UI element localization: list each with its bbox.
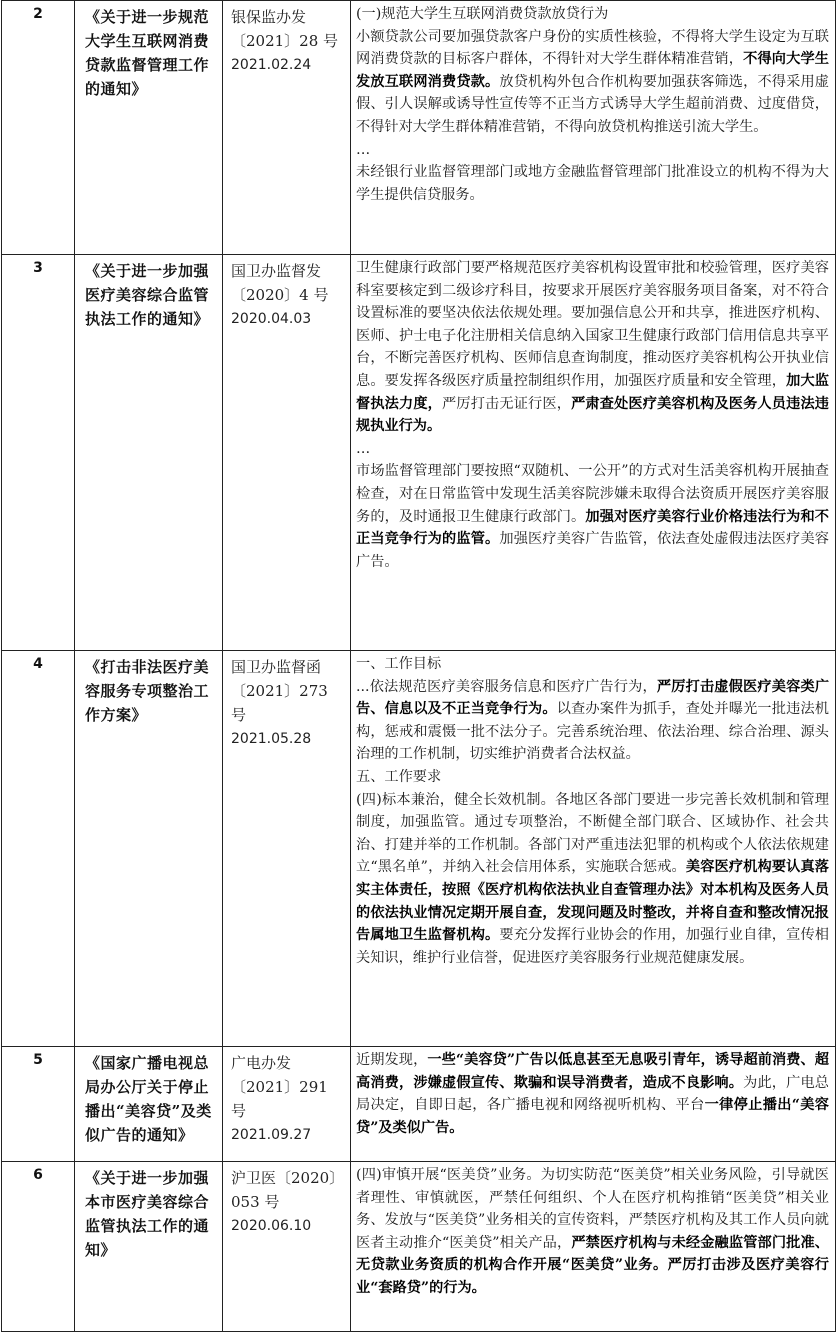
body-text: (四)审慎开展“医美贷”业务。为切实防范“医美贷”相关业务风险，引导就医者理性、审慎就医，严禁任何组织、个人在医疗机构推销“医美贷”相关业务、发放与“医美贷”业务相关的宣传资料，严禁医疗机构及其工作人员向就医者主动推介“医美贷”相关产品， (356, 1167, 829, 1251)
body-text: 未经银行业监督管理部门或地方金融监督管理部门批准设立的机构不得为大学生提供信贷服务。 (356, 164, 829, 203)
issue-date: 2020.06.10 (231, 1218, 312, 1234)
document-title: 《关于进一步加强本市医疗美容综合监管执法工作的通知》 (75, 1162, 223, 1332)
body-text: 加强医疗美容广告监管，依法查处虚假违法医疗美容广告。 (356, 531, 829, 570)
row-number: 5 (2, 1047, 75, 1162)
content-paragraph (356, 257, 829, 438)
emphasized-text: 严厉打击虚假医疗美容类广告、信息以及不正当竞争行为。 (356, 678, 830, 718)
content-paragraph (356, 139, 829, 162)
body-text: 市场监督管理部门要按照“双随机、一公开”的方式对生活美容机构开展抽查检查，对在日常监管中发现生活美容院涉嫌未取得合法资质开展医疗美容服务的，及时通报卫生健康行政部门。 (356, 463, 829, 525)
issue-date: 2021.02.24 (231, 57, 312, 73)
content-cell (351, 1047, 836, 1162)
emphasized-text: 美容医疗机构要认真落实主体责任，按照《医疗机构依法执业自查管理办法》对本机构及医务人员的依法执业情况定期开展自查，发现问题及时整改，并将自查和整改情况报告属地卫生监督机构。 (356, 859, 829, 944)
content-paragraph (356, 3, 829, 26)
table-row (2, 255, 836, 651)
content-paragraph (356, 1049, 829, 1139)
issue-date: 2020.04.03 (231, 311, 312, 327)
table-row (2, 1, 836, 255)
emphasized-text: 一些“美容贷”广告以低息甚至无息吸引青年，诱导超前消费、超高消费，涉嫌虚假宣传、欺骗和误导消费者，造成不良影响。 (356, 1052, 829, 1091)
body-text: 为此，广电总局决定，自即日起，各广播电视和网络视听机构、平台 (356, 1074, 829, 1114)
emphasized-text: 加大监督执法力度， (356, 372, 829, 412)
body-text: 一、工作目标 (356, 656, 442, 672)
document-number: 国卫办监督函〔2021〕273 号 (231, 658, 328, 724)
row-number: 4 (2, 651, 75, 1047)
content-paragraph (356, 766, 829, 789)
row-number: 6 (2, 1162, 75, 1332)
body-text: 近期发现， (356, 1052, 428, 1068)
content-cell (351, 651, 836, 1047)
content-paragraph (356, 653, 829, 676)
body-text: 以查办案件为抓手，查处并曝光一批违法机构，惩戒和震慑一批不法分子。完善系统治理、依法治理、综合治理、源头治理的工作机制，切实维护消费者合法权益。 (356, 701, 829, 763)
document-number: 银保监办发〔2021〕28 号 (231, 8, 339, 50)
document-number-cell (223, 1047, 351, 1162)
content-paragraph (356, 1164, 829, 1300)
body-text: 放贷机构外包合作机构要加强获客筛选，不得采用虚假、引人误解或诱导性宣传等不正当方式诱导大学生超前消费、过度借贷，不得针对大学生群体精准营销，不得向放贷机构推送引流大学生。 (356, 73, 829, 135)
issue-date: 2021.09.27 (231, 1127, 312, 1143)
body-text: … (356, 141, 371, 158)
body-text: (一)规范大学生互联网消费贷款放贷行为 (356, 6, 609, 22)
body-text: 要充分发挥行业协会的作用，加强行业自律，宣传相关知识，维护行业信誉，促进医疗美容服务行业规范健康发展。 (356, 927, 829, 966)
document-number: 国卫办监督发〔2020〕4 号 (231, 262, 329, 304)
document-title: 《国家广播电视总局办公厅关于停止播出“美容贷”及类似广告的通知》 (75, 1047, 223, 1162)
body-text: … (356, 440, 371, 457)
document-number-cell (223, 1, 351, 255)
content-cell (351, 1, 836, 255)
body-text: (四)标本兼治，健全长效机制。各地区各部门要进一步完善长效机制和管理制度，加强监管。通过专项整治，不断健全部门联合、区域协作、社会共治、打建并举的工作机制。各部门对严重违法犯罪的机构或个人依法依规建立“黑名单”，并纳入社会信用体系，实施联合惩戒。 (356, 791, 829, 876)
content-paragraph (356, 460, 829, 573)
content-paragraph (356, 161, 829, 206)
body-text: 五、工作要求 (356, 768, 442, 785)
document-title: 《打击非法医疗美容服务专项整治工作方案》 (75, 651, 223, 1047)
emphasized-text: 严肃查处医疗美容机构及医务人员违法违规执业行为。 (356, 395, 829, 435)
document-number: 沪卫医〔2020〕053 号 (231, 1169, 337, 1211)
document-number-cell (223, 255, 351, 651)
row-number: 3 (2, 255, 75, 651)
content-paragraph (356, 789, 829, 970)
content-paragraph (356, 438, 829, 461)
document-number-cell (223, 651, 351, 1047)
table-row (2, 1047, 836, 1162)
content-paragraph (356, 676, 829, 766)
table-row (2, 1162, 836, 1332)
emphasized-text: 不得向大学生发放互联网消费贷款。 (356, 51, 829, 90)
emphasized-text: 严禁医疗机构与未经金融监管部门批准、无贷款业务资质的机构合作开展“医美贷”业务。严厉打击涉及医疗美容行业“套路贷”的行为。 (356, 1234, 829, 1296)
document-number: 广电办发〔2021〕291 号 (231, 1054, 328, 1120)
content-cell (351, 1162, 836, 1332)
issue-date: 2021.05.28 (231, 731, 312, 747)
body-text: ...依法规范医疗美容服务信息和医疗广告行为， (356, 678, 657, 695)
content-cell (351, 255, 836, 651)
table-row (2, 651, 836, 1047)
emphasized-text: 加强对医疗美容行业价格违法行为和不正当竞争行为的监管。 (356, 508, 829, 548)
row-number: 2 (2, 1, 75, 255)
content-paragraph (356, 26, 829, 139)
document-title: 《关于进一步规范大学生互联网消费贷款监督管理工作的通知》 (75, 1, 223, 255)
regulation-table (1, 0, 836, 1332)
body-text: 严厉打击无证行医， (442, 395, 572, 412)
document-title: 《关于进一步加强医疗美容综合监管执法工作的通知》 (75, 255, 223, 651)
emphasized-text: 一律停止播出“美容贷”及类似广告。 (356, 1097, 829, 1136)
body-text: 小额贷款公司要加强贷款客户身份的实质性核验，不得将大学生设定为互联网消费贷款的目标客户群体，不得针对大学生群体精准营销， (356, 28, 829, 68)
body-text: 卫生健康行政部门要严格规范医疗美容机构设置审批和校验管理，医疗美容科室要核定到二级诊疗科目，按要求开展医疗美容服务项目备案，对不符合设置标准的要坚决依法依规处理。要加强信息公开和共享，推进医疗机构、医师、护士电子化注册相关信息纳入国家卫生健康行政部门信用信息共享平台，不断完善医疗机构、医师信息查询制度，推动医疗美容机构公开执业信息。要发挥各级医疗质量控制组织作用，加强医疗质量和安全管理， (356, 260, 829, 389)
document-number-cell (223, 1162, 351, 1332)
